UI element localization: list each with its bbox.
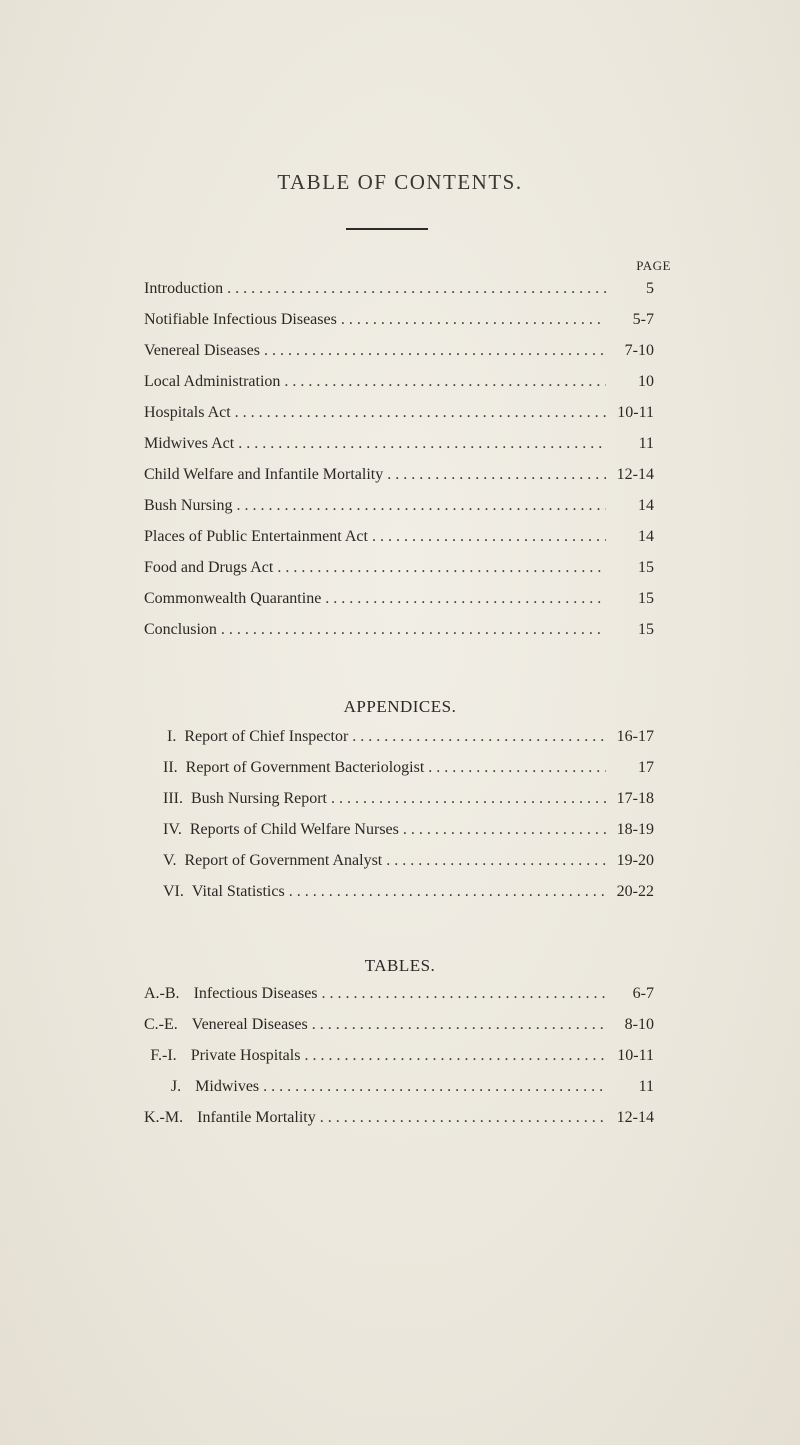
entry-title: Reports of Child Welfare Nurses bbox=[189, 821, 399, 838]
entry-title: Local Administration bbox=[144, 373, 281, 390]
entry-page: 10 bbox=[638, 373, 654, 390]
entry-title: Infectious Diseases bbox=[193, 985, 318, 1002]
leader-dots bbox=[386, 852, 606, 870]
leader-dots bbox=[236, 497, 606, 515]
entry-title: Places of Public Entertainment Act bbox=[144, 528, 368, 545]
leader-dots bbox=[263, 1078, 606, 1096]
entry-page: 14 bbox=[638, 497, 654, 514]
leader-dots bbox=[322, 985, 606, 1003]
leader-dots bbox=[341, 311, 606, 329]
appendix-entry[interactable] bbox=[163, 790, 654, 821]
entry-page: 20-22 bbox=[616, 883, 654, 900]
table-entry[interactable] bbox=[144, 1047, 654, 1078]
entry-title: Child Welfare and Infantile Mortality bbox=[144, 466, 384, 483]
table-letters: C.-E. bbox=[144, 1016, 178, 1033]
appendix-number: III. bbox=[163, 790, 183, 807]
toc-entry[interactable] bbox=[144, 280, 654, 311]
entry-page: 6-7 bbox=[632, 985, 654, 1002]
entry-title: Report of Government Bacteriologist bbox=[185, 759, 425, 776]
table-entry[interactable] bbox=[144, 1016, 654, 1047]
leader-dots bbox=[325, 590, 606, 608]
appendix-number: IV. bbox=[163, 821, 182, 838]
appendix-entry[interactable] bbox=[163, 759, 654, 790]
entry-title: Food and Drugs Act bbox=[144, 559, 274, 576]
entry-page: 8-10 bbox=[624, 1016, 654, 1033]
entry-title: Midwives Act bbox=[144, 435, 235, 452]
toc-entry[interactable] bbox=[144, 342, 654, 373]
leader-dots bbox=[238, 435, 606, 453]
entry-title: Infantile Mortality bbox=[197, 1109, 316, 1126]
toc-entry[interactable] bbox=[144, 435, 654, 466]
leader-dots bbox=[284, 373, 606, 391]
toc-entry[interactable] bbox=[144, 559, 654, 590]
leader-dots bbox=[277, 559, 606, 577]
entry-title: Venereal Diseases bbox=[191, 1016, 308, 1033]
entry-title: Vital Statistics bbox=[191, 883, 285, 900]
appendix-number: I. bbox=[166, 728, 177, 745]
leader-dots bbox=[352, 728, 606, 746]
entry-title: Venereal Diseases bbox=[144, 342, 260, 359]
entry-page: 5-7 bbox=[632, 311, 654, 328]
entry-title: Commonwealth Quarantine bbox=[144, 590, 322, 607]
leader-dots bbox=[372, 528, 606, 546]
entry-page: 19-20 bbox=[616, 852, 654, 869]
appendices-heading: APPENDICES. bbox=[343, 697, 457, 716]
entry-page: 12-14 bbox=[616, 1109, 654, 1126]
appendix-entry[interactable] bbox=[163, 728, 654, 759]
page-title: TABLE OF CONTENTS. bbox=[277, 170, 523, 194]
appendix-number: VI. bbox=[163, 883, 184, 900]
entry-title: Midwives bbox=[195, 1078, 260, 1095]
entry-page: 15 bbox=[638, 559, 654, 576]
toc-entry[interactable] bbox=[144, 404, 654, 435]
entry-title: Bush Nursing bbox=[144, 497, 233, 514]
leader-dots bbox=[304, 1047, 606, 1065]
toc-entry[interactable] bbox=[144, 590, 654, 621]
entry-page: 17-18 bbox=[616, 790, 654, 807]
entry-page: 5 bbox=[646, 280, 654, 297]
entry-title: Hospitals Act bbox=[144, 404, 231, 421]
table-letters: J. bbox=[170, 1078, 182, 1095]
leader-dots bbox=[227, 280, 606, 298]
entry-title: Introduction bbox=[144, 280, 224, 297]
leader-dots bbox=[387, 466, 606, 484]
appendix-entry[interactable] bbox=[163, 883, 654, 914]
toc-entry[interactable] bbox=[144, 466, 654, 497]
toc-entry[interactable] bbox=[144, 528, 654, 559]
entry-page: 15 bbox=[638, 621, 654, 638]
entry-page: 11 bbox=[638, 1078, 654, 1095]
title-rule bbox=[346, 228, 428, 230]
leader-dots bbox=[428, 759, 606, 777]
entry-title: Conclusion bbox=[144, 621, 217, 638]
toc-entry[interactable] bbox=[144, 373, 654, 404]
entry-page: 16-17 bbox=[616, 728, 654, 745]
entry-title: Report of Chief Inspector bbox=[184, 728, 349, 745]
entry-title: Report of Government Analyst bbox=[184, 852, 383, 869]
tables-list bbox=[144, 985, 654, 1140]
leader-dots bbox=[312, 1016, 606, 1034]
toc-entry[interactable] bbox=[144, 621, 654, 652]
entry-page: 10-11 bbox=[617, 1047, 654, 1064]
toc-entry[interactable] bbox=[144, 311, 654, 342]
tables-heading: TABLES. bbox=[364, 956, 436, 975]
leader-dots bbox=[289, 883, 606, 901]
leader-dots bbox=[264, 342, 606, 360]
appendix-number: II. bbox=[163, 759, 178, 776]
entry-title: Notifiable Infectious Diseases bbox=[144, 311, 337, 328]
entry-title: Bush Nursing Report bbox=[190, 790, 327, 807]
appendix-entry[interactable] bbox=[163, 852, 654, 883]
entry-page: 17 bbox=[638, 759, 654, 776]
leader-dots bbox=[320, 1109, 606, 1127]
table-entry[interactable] bbox=[144, 1109, 654, 1140]
toc-entry[interactable] bbox=[144, 497, 654, 528]
entry-page: 18-19 bbox=[616, 821, 654, 838]
entry-page: 7-10 bbox=[624, 342, 654, 359]
appendix-entry[interactable] bbox=[163, 821, 654, 852]
table-letters: K.-M. bbox=[144, 1109, 184, 1126]
entry-page: 14 bbox=[638, 528, 654, 545]
table-letters: F.-I. bbox=[150, 1047, 177, 1064]
leader-dots bbox=[331, 790, 606, 808]
entry-page: 12-14 bbox=[616, 466, 654, 483]
entry-page: 10-11 bbox=[617, 404, 654, 421]
entry-title: Private Hospitals bbox=[190, 1047, 301, 1064]
table-entry[interactable] bbox=[144, 1078, 654, 1109]
table-letters: A.-B. bbox=[144, 985, 180, 1002]
contents-list bbox=[144, 280, 654, 652]
leader-dots bbox=[235, 404, 606, 422]
appendix-number: V. bbox=[163, 852, 177, 869]
leader-dots bbox=[221, 621, 606, 639]
appendices-list bbox=[163, 728, 654, 914]
table-entry[interactable] bbox=[144, 985, 654, 1016]
leader-dots bbox=[403, 821, 606, 839]
entry-page: 11 bbox=[638, 435, 654, 452]
page-column-label: PAGE bbox=[636, 258, 671, 273]
entry-page: 15 bbox=[638, 590, 654, 607]
